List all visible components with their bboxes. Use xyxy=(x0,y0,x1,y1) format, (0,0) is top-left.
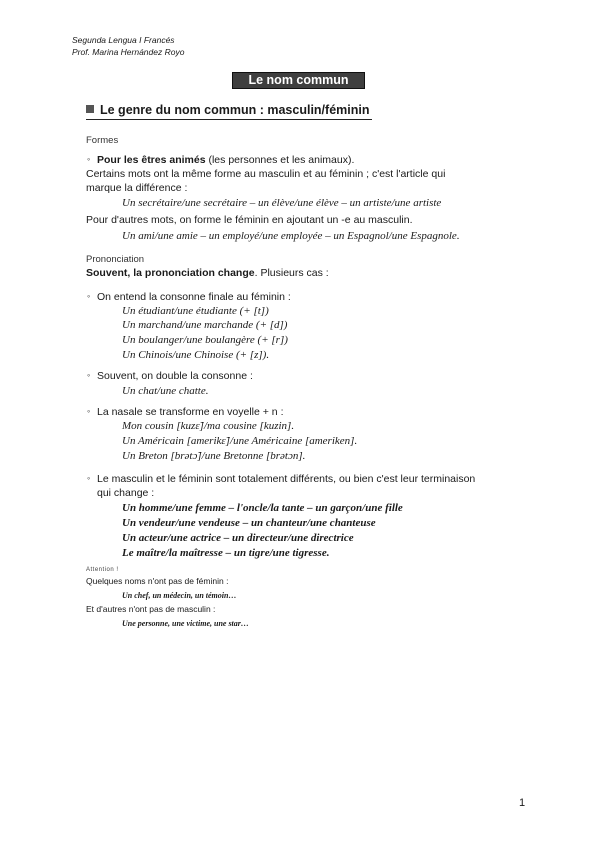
page-number: 1 xyxy=(519,797,526,809)
prononciation-label: Prononciation xyxy=(86,254,145,265)
section-title-text: Le genre du nom commun : masculin/féminin xyxy=(100,103,370,117)
case1-example: Un marchand/une marchande (+ [d]) xyxy=(122,319,288,331)
case3-example: Un Breton [brətɔ̃]/une Bretonne [brətɔn]. xyxy=(122,450,306,462)
formes-label: Formes xyxy=(86,135,119,146)
bullet-icon: ◦ xyxy=(87,154,91,164)
bullet-icon: ◦ xyxy=(87,291,91,301)
case4-example: Un acteur/une actrice – un directeur/une directrice xyxy=(122,532,354,544)
formes-line3: Pour d'autres mots, on forme le féminin en ajoutant un -e au masculin. xyxy=(86,214,413,226)
page-title: Le nom commun xyxy=(232,72,365,89)
case1-text: On entend la consonne finale au féminin : xyxy=(97,291,291,303)
teacher-name: Prof. Marina Hernández Royo xyxy=(72,47,185,57)
case4-line2: qui change : xyxy=(97,487,155,499)
formes-line2: marque la différence : xyxy=(86,182,188,194)
formes-examples1: Un secrétaire/une secrétaire – un élève/une élève – un artiste/une artiste xyxy=(122,197,442,209)
prononciation-intro xyxy=(86,267,329,280)
attention-example1: Un chef, un médecin, un témoin… xyxy=(122,591,237,600)
bullet-icon: ◦ xyxy=(87,370,91,380)
case1-example: Un boulanger/une boulangère (+ [r]) xyxy=(122,334,288,346)
prononciation-intro-bold: Souvent, la prononciation change xyxy=(86,267,255,279)
case2-text: Souvent, on double la consonne : xyxy=(97,370,253,382)
square-bullet-icon xyxy=(86,105,94,113)
case3-example: Mon cousin [kuzɛ̃]/ma cousine [kuzin]. xyxy=(122,420,295,432)
formes-bullet-rest: (les personnes et les animaux). xyxy=(205,154,355,166)
case4-example: Un homme/une femme – l'oncle/la tante – un garçon/une fille xyxy=(122,502,403,514)
bullet-icon: ◦ xyxy=(87,406,91,416)
attention-example2: Une personne, une victime, une star… xyxy=(122,619,249,628)
page-header xyxy=(72,34,184,58)
attention-line2: Et d'autres n'ont pas de masculin : xyxy=(86,604,216,614)
attention-label: Attention ! xyxy=(86,567,119,573)
formes-bullet-bold: Pour les êtres animés xyxy=(97,154,206,166)
case1-example: Un Chinois/une Chinoise (+ [z]). xyxy=(122,349,270,361)
section-title xyxy=(86,103,372,120)
case4-example: Le maître/la maîtresse – un tigre/une tigresse. xyxy=(122,547,330,559)
case3-text: La nasale se transforme en voyelle + n : xyxy=(97,406,284,418)
bullet-icon: ◦ xyxy=(87,473,91,483)
case1-example: Un étudiant/une étudiante (+ [t]) xyxy=(122,305,269,317)
case2-example: Un chat/une chatte. xyxy=(122,385,209,397)
formes-line1: Certains mots ont la même forme au masculin et au féminin ; c'est l'article qui xyxy=(86,168,446,180)
course-name: Segunda Lengua I Francés xyxy=(72,35,175,45)
formes-bullet xyxy=(97,154,354,167)
attention-line1: Quelques noms n'ont pas de féminin : xyxy=(86,576,229,586)
case4-example: Un vendeur/une vendeuse – un chanteur/une chanteuse xyxy=(122,517,376,529)
case3-example: Un Américain [amerikɛ̃]/une Américaine [ameriken]. xyxy=(122,435,358,447)
prononciation-intro-rest: . Plusieurs cas : xyxy=(254,267,329,279)
case4-line1: Le masculin et le féminin sont totalement différents, ou bien c'est leur terminaison xyxy=(97,473,476,485)
formes-examples2: Un ami/une amie – un employé/une employée – un Espagnol/une Espagnole. xyxy=(122,230,460,242)
